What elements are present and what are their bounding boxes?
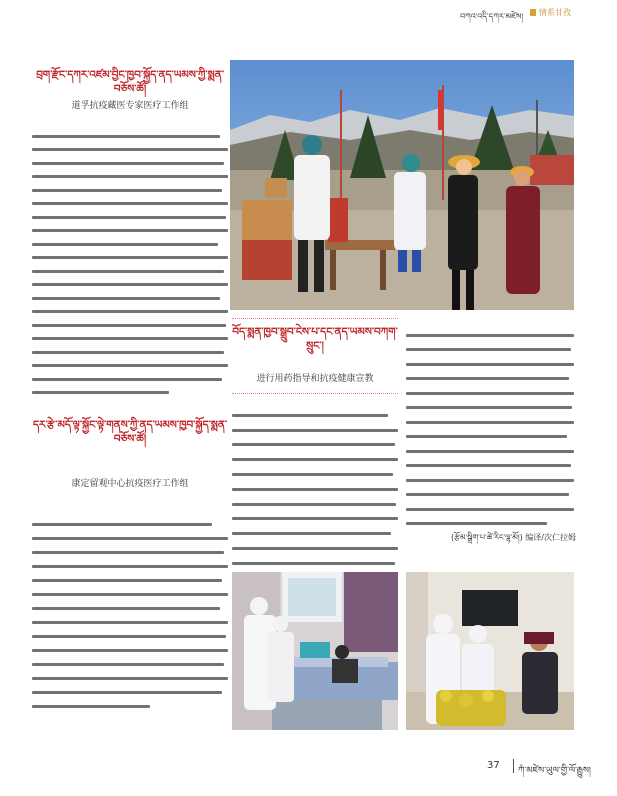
article2-subtitle-cn: 康定留观中心抗疫医疗工作组 bbox=[71, 479, 189, 489]
text-line bbox=[232, 488, 398, 491]
text-line bbox=[232, 443, 395, 446]
text-line bbox=[32, 663, 224, 666]
text-line bbox=[32, 283, 228, 286]
text-line bbox=[232, 414, 388, 417]
text-line bbox=[32, 216, 226, 219]
article2-body bbox=[32, 512, 228, 708]
text-line bbox=[232, 503, 396, 506]
photo-medical-team-outdoor bbox=[230, 60, 574, 310]
text-line bbox=[32, 635, 226, 638]
text-line bbox=[32, 148, 228, 151]
text-line bbox=[32, 337, 228, 340]
caption1-box bbox=[232, 318, 398, 394]
text-line bbox=[32, 391, 169, 394]
photo-ward-consultation bbox=[232, 572, 398, 730]
text-line bbox=[406, 377, 569, 380]
text-line bbox=[32, 351, 224, 354]
text-line bbox=[232, 532, 391, 535]
text-line bbox=[232, 429, 398, 432]
text-line bbox=[32, 607, 220, 610]
text-line bbox=[406, 363, 574, 366]
text-line bbox=[32, 677, 228, 680]
text-line bbox=[406, 421, 574, 424]
text-line bbox=[406, 479, 574, 482]
text-line bbox=[32, 162, 224, 165]
caption1-tibetan: བོད་སྨན་ཁྱབ་སྒྲུབ་ངེས་པ་དང་ནད་ཡམས་བཀག་སྲུང་། bbox=[232, 326, 398, 352]
text-line bbox=[232, 547, 398, 550]
text-line bbox=[32, 579, 222, 582]
text-line bbox=[32, 621, 228, 624]
text-line bbox=[32, 175, 228, 178]
text-line bbox=[406, 334, 574, 337]
text-line bbox=[406, 464, 571, 467]
footer-tibetan: ཀཾ་མཛེས་ཡུལ་གྱི་ལོ་རྒྱུས། bbox=[518, 766, 591, 776]
text-line bbox=[32, 378, 222, 381]
text-line bbox=[32, 229, 228, 232]
article1-title-tibetan: བྲག་རྫོང་དཀར་འཛམ་བྱིང་ཁྱབ་སྐྱོད་ནད་ཡམས་ཀྱི་སྨན་བཅོས་ཚོ། bbox=[36, 69, 224, 95]
text-line bbox=[32, 593, 228, 596]
text-line bbox=[32, 297, 220, 300]
text-line bbox=[406, 522, 547, 525]
credit-editor-cn: 编译/次仁拉姆 bbox=[525, 533, 576, 542]
text-line bbox=[406, 392, 574, 395]
article1-subtitle-cn: 道孚抗疫藏医专家医疗工作组 bbox=[71, 101, 189, 111]
credit-line bbox=[408, 528, 576, 551]
text-line bbox=[32, 691, 222, 694]
section-marker bbox=[530, 9, 536, 16]
text-line bbox=[232, 458, 398, 461]
article2-title-tibetan: དར་རྩེ་མདོ་ལྟ་སྐྱོང་ལྟེ་གནས་ཀྱི་ནད་ཡམས་ཁྱབ་སྐྱོད་སྨན་བཅོས་ཚོ། bbox=[32, 419, 228, 445]
text-line bbox=[232, 517, 398, 520]
page-number: 37 bbox=[487, 760, 500, 771]
text-line bbox=[32, 537, 228, 540]
text-line bbox=[32, 324, 226, 327]
text-line bbox=[232, 473, 393, 476]
text-line bbox=[32, 202, 228, 205]
text-line bbox=[32, 565, 228, 568]
text-line bbox=[406, 435, 567, 438]
text-line bbox=[406, 348, 571, 351]
text-line bbox=[406, 450, 574, 453]
text-line bbox=[32, 649, 228, 652]
text-line bbox=[32, 364, 228, 367]
text-line bbox=[32, 310, 228, 313]
article1-body bbox=[32, 124, 228, 394]
text-line bbox=[232, 562, 395, 565]
text-line bbox=[32, 243, 218, 246]
text-line bbox=[32, 270, 224, 273]
text-line bbox=[32, 551, 224, 554]
text-line bbox=[406, 508, 574, 511]
text-line bbox=[32, 189, 222, 192]
header-section-cn: 情系甘孜 bbox=[539, 8, 571, 17]
credit-tibetan: (རྩོམ་སྒྲིག་པ་ཚེ་རིང་ལྷ་མོ།) bbox=[451, 533, 523, 542]
text-line bbox=[406, 406, 572, 409]
text-line bbox=[32, 135, 220, 138]
text-line bbox=[32, 705, 150, 708]
header-tibetan: བཀའ་འདི་དཀར་མཛེས། bbox=[460, 12, 524, 21]
text-line bbox=[32, 523, 212, 526]
text-line bbox=[406, 493, 569, 496]
text-line bbox=[32, 256, 228, 259]
footer-divider bbox=[513, 759, 514, 773]
caption1-cn: 进行用药指导和抗疫健康宣教 bbox=[256, 374, 374, 384]
photo-ward-delivery bbox=[406, 572, 574, 730]
right-column-body bbox=[406, 322, 574, 525]
